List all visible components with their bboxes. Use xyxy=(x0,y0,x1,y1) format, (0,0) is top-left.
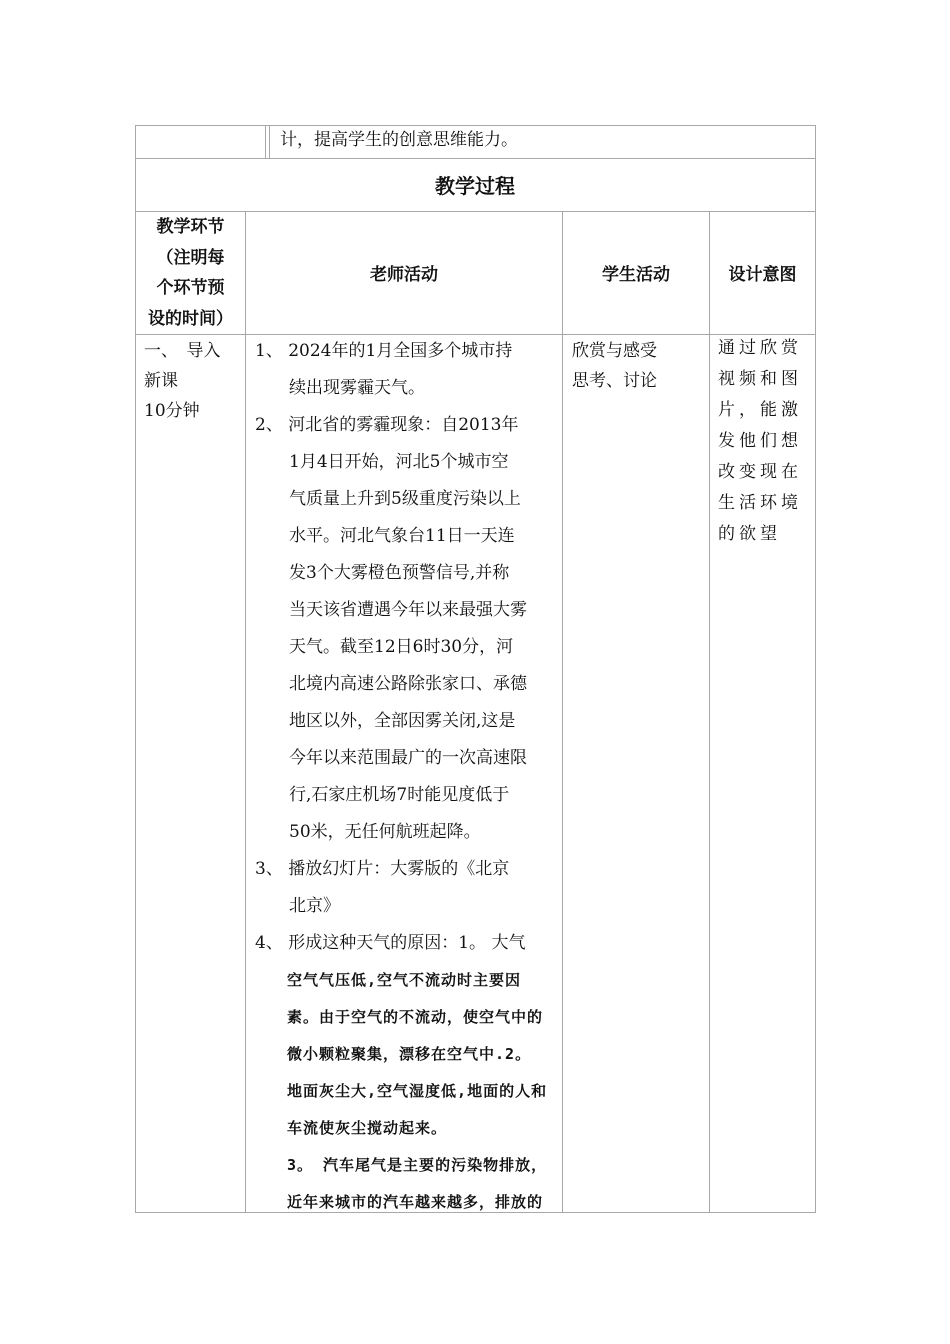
teacher-line: 续出现雾霾天气。 xyxy=(255,378,425,398)
teacher-line-bold: 地面灰尘大,空气湿度低,地面的人和 xyxy=(255,1082,548,1100)
header-design: 设计意图 xyxy=(728,265,797,285)
teacher-line-bold: 素。由于空气的不流动，使空气中的 xyxy=(255,1008,544,1026)
design-line: 片，能激 xyxy=(718,400,802,420)
teacher-line-bold: 微小颗粒聚集，漂移在空气中.2。 xyxy=(255,1045,532,1063)
header-stage-line: 设的时间） xyxy=(148,308,233,329)
table-line-col1 xyxy=(245,211,246,1213)
stage-line: 新课 xyxy=(144,371,178,391)
teacher-line: 2、 河北省的雾霾现象：自2013年 xyxy=(255,415,519,435)
row1-design xyxy=(718,333,802,550)
row1-teacher xyxy=(255,333,547,1221)
teacher-line: 北境内高速公路除张家口、承德 xyxy=(255,674,527,694)
header-stage-line: 教学环节 xyxy=(156,217,225,237)
teacher-line: 北京》 xyxy=(255,896,340,916)
stage-line: 一、 导入 xyxy=(144,341,221,361)
teacher-line: 50米，无任何航班起降。 xyxy=(255,822,481,842)
design-line: 发他们想 xyxy=(718,431,802,451)
header-stage-line: 个环节预 xyxy=(156,278,225,298)
teacher-line: 发3个大雾橙色预警信号,并称 xyxy=(255,563,510,583)
header-student: 学生活动 xyxy=(602,265,670,285)
teacher-line: 当天该省遭遇今年以来最强大雾 xyxy=(255,600,527,620)
design-line: 通过欣赏 xyxy=(718,338,802,358)
teacher-line: 水平。河北气象台11日一天连 xyxy=(255,526,515,546)
student-line: 思考、讨论 xyxy=(572,371,657,391)
teacher-line: 3、 播放幻灯片：大雾版的《北京 xyxy=(255,859,510,879)
header-teacher: 老师活动 xyxy=(370,265,438,285)
student-line: 欣赏与感受 xyxy=(572,341,657,361)
teacher-line: 行,石家庄机场7时能见度低于 xyxy=(255,785,510,805)
table-border-right xyxy=(815,125,816,1213)
table-line-top-row-divider-2 xyxy=(269,125,270,158)
teacher-line-bold: 空气气压低,空气不流动时主要因 xyxy=(255,971,522,989)
row1-student xyxy=(572,336,657,396)
design-line: 的欲望 xyxy=(718,524,781,544)
stage-line: 10分钟 xyxy=(144,401,200,421)
header-stage-line: （注明每 xyxy=(156,247,225,268)
design-line: 改变现在 xyxy=(718,462,802,482)
design-line: 生活环境 xyxy=(718,493,802,513)
row1-stage xyxy=(144,336,221,426)
teacher-line: 1、 2024年的1月全国多个城市持 xyxy=(255,341,513,361)
table-line-col2 xyxy=(562,211,563,1213)
section-title: 教学过程 xyxy=(435,174,515,198)
teacher-line-bold: 近年来城市的汽车越来越多，排放的 xyxy=(255,1193,544,1211)
teacher-line: 4、 形成这种天气的原因：1。 大气 xyxy=(255,933,526,953)
table-line-top-row-divider xyxy=(265,125,266,158)
teacher-line-bold: 3。 汽车尾气是主要的污染物排放， xyxy=(255,1156,548,1174)
teacher-line: 今年以来范围最广的一次高速限 xyxy=(255,748,527,768)
teacher-line: 气质量上升到5级重度污染以上 xyxy=(255,489,521,509)
teacher-line-bold: 车流使灰尘搅动起来。 xyxy=(255,1119,448,1137)
teacher-line: 地区以外，全部因雾关闭,这是 xyxy=(255,711,516,731)
top-row-content: 计，提高学生的创意思维能力。 xyxy=(280,130,518,150)
table-line-col3 xyxy=(709,211,710,1213)
teacher-line: 1月4日开始，河北5个城市空 xyxy=(255,452,509,472)
header-stage xyxy=(136,212,245,334)
design-line: 视频和图 xyxy=(718,369,802,389)
teacher-line: 天气。截至12日6时30分，河 xyxy=(255,637,514,657)
